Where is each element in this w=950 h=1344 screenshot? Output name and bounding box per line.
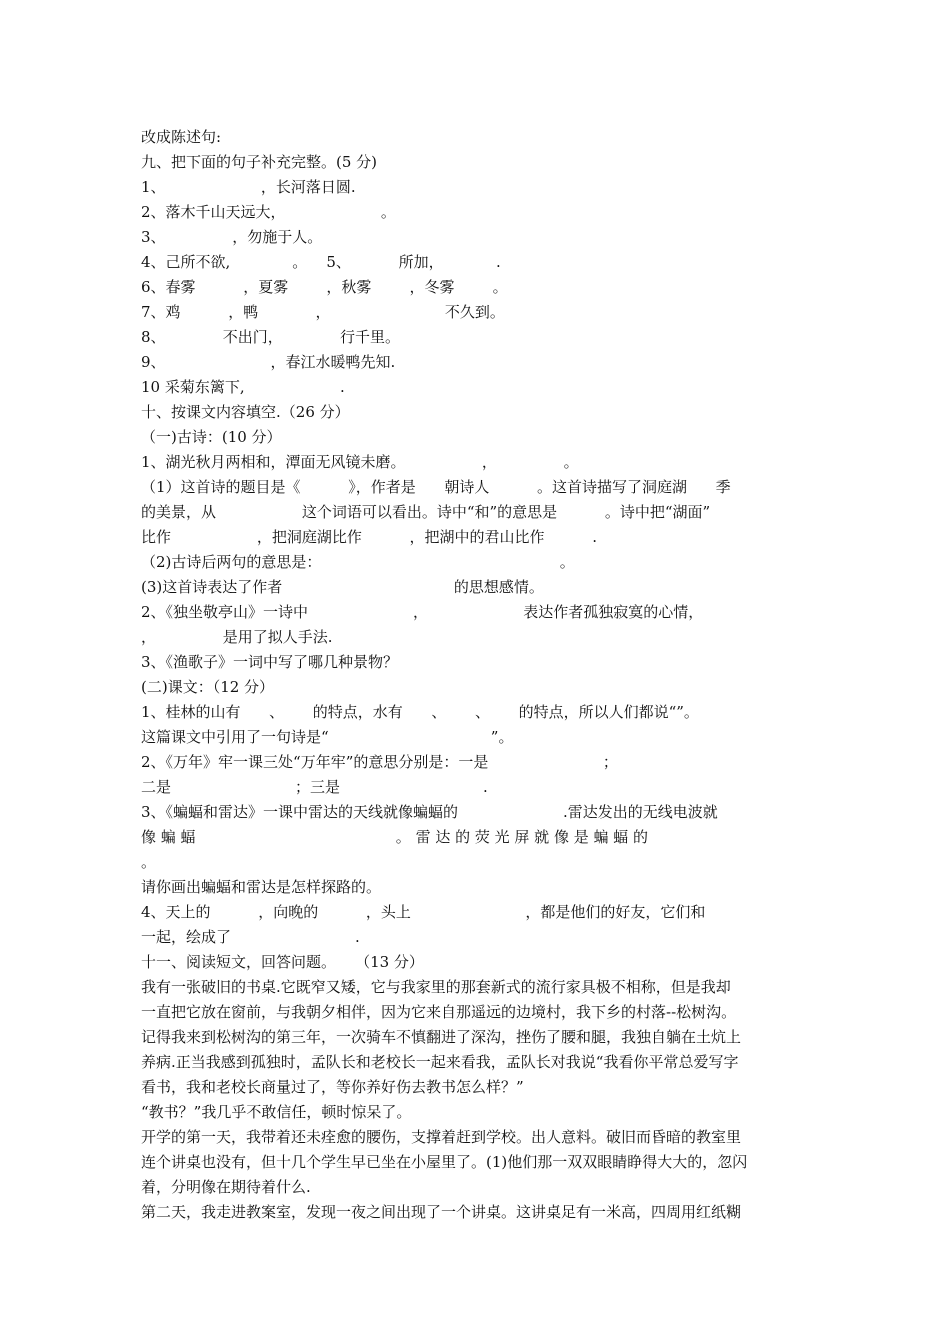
passage-line: “教书？”我几乎不敢信任，顿时惊呆了。: [141, 1103, 412, 1121]
text-line: 3、《渔歌子》一词中写了哪几种景物？: [141, 653, 399, 671]
text-line: 8、 不出门， 行千里。: [141, 328, 400, 346]
text-line: 1、 ，长河落日圆.: [141, 178, 356, 196]
passage-line: 记得我来到松树沟的第三年，一次骑车不慎翻进了深沟，挫伤了腰和腿，我独自躺在土炕上: [141, 1028, 742, 1046]
text-line: 比作 ，把洞庭湖比作 ，把湖中的君山比作 .: [141, 528, 597, 546]
passage-line: 连个讲桌也没有，但十几个学生早已坐在小屋里了。(1)他们那一双双眼睛睁得大大的，忽闪: [141, 1153, 748, 1171]
text-line: 6、春雾 ，夏雾 ，秋雾 ，冬雾 。: [141, 278, 508, 296]
text-line: 3、 ，勿施于人。: [141, 228, 323, 246]
section-heading-11: 十一、阅读短文，回答问题。 （13 分）: [141, 953, 424, 971]
text-line: 4、己所不欲, 。 5、 所加， .: [141, 253, 501, 271]
passage-line: 着，分明像在期待着什么.: [141, 1178, 311, 1196]
text-line: （2)古诗后两句的意思是： 。: [141, 553, 575, 571]
passage-line: 开学的第一天，我带着还未痊愈的腰伤，支撑着赶到学校。出人意料。破旧而昏暗的教室里: [141, 1128, 742, 1146]
section-heading-10: 十、按课文内容填空.（26 分）: [141, 403, 350, 421]
text-line: 10 采菊东篱下, .: [141, 378, 345, 396]
text-line: 4、天上的 ，向晚的 ，头上 ，都是他们的好友，它们和: [141, 903, 706, 921]
text-line: 这篇课文中引用了一句诗是“ ”。: [141, 728, 514, 746]
text-line: 1、湖光秋月两相和，潭面无风镜未磨。 ， 。: [141, 453, 579, 471]
text-line: （1）这首诗的题目是《 》，作者是 朝诗人 。这首诗描写了洞庭湖 季: [141, 478, 731, 496]
subsection-heading: (二)课文：（12 分）: [141, 678, 275, 696]
text-line: 7、鸡 ，鸭 ， 不久到。: [141, 303, 505, 321]
passage-line: 我有一张破旧的书桌.它既窄又矮，它与我家里的那套新式的流行家具极不相称，但是我却: [141, 978, 731, 996]
text-line: 一起，绘成了 .: [141, 928, 360, 946]
text-line: 。: [141, 853, 157, 871]
text-line: 改成陈述句:: [141, 128, 222, 146]
text-line: 2、《万年》牢一课三处“万年牢”的意思分别是：一是 ；: [141, 753, 618, 771]
text-line: 1、桂林的山有 、 的特点，水有 、 、 的特点，所以人们都说“”。: [141, 703, 699, 721]
text-line: 2、落木千山天远大， 。: [141, 203, 396, 221]
text-line: ， 是用了拟人手法.: [141, 628, 333, 646]
text-line: 3、《蝙蝠和雷达》一课中雷达的天线就像蝙蝠的 .雷达发出的无线电波就: [141, 803, 718, 821]
text-line: 请你画出蝙蝠和雷达是怎样探路的。: [141, 878, 382, 896]
text-line: 二是 ；三是 .: [141, 778, 488, 796]
passage-line: 一直把它放在窗前，与我朝夕相伴，因为它来自那遥远的边境村，我下乡的村落--松树沟。: [141, 1003, 737, 1021]
passage-line: 看书，我和老校长商量过了，等你养好伤去教书怎么样？”: [141, 1078, 524, 1096]
text-line: 像 蝙 蝠 。 雷 达 的 荧 光 屏 就 像 是 蝙 蝠 的: [141, 828, 649, 846]
text-line: 的美景，从 这个词语可以看出。诗中“和”的意思是 。诗中把“湖面”: [141, 503, 711, 521]
passage-line: 第二天，我走进教案室，发现一夜之间出现了一个讲桌。这讲桌足有一米高，四周用红纸糊: [141, 1203, 742, 1221]
text-line: 2、《独坐敬亭山》一诗中 ， 表达作者孤独寂寞的心情，: [141, 603, 704, 621]
section-heading-9: 九、把下面的句子补充完整。(5 分): [141, 153, 378, 171]
text-line: (3)这首诗表达了作者 的思想感情。: [141, 578, 544, 596]
text-line: 9、 ，春江水暖鸭先知.: [141, 353, 396, 371]
subsection-heading: （一)古诗：(10 分）: [141, 428, 282, 446]
passage-line: 养病.正当我感到孤独时，孟队长和老校长一起来看我，孟队长对我说“我看你平常总爱写字: [141, 1053, 739, 1071]
